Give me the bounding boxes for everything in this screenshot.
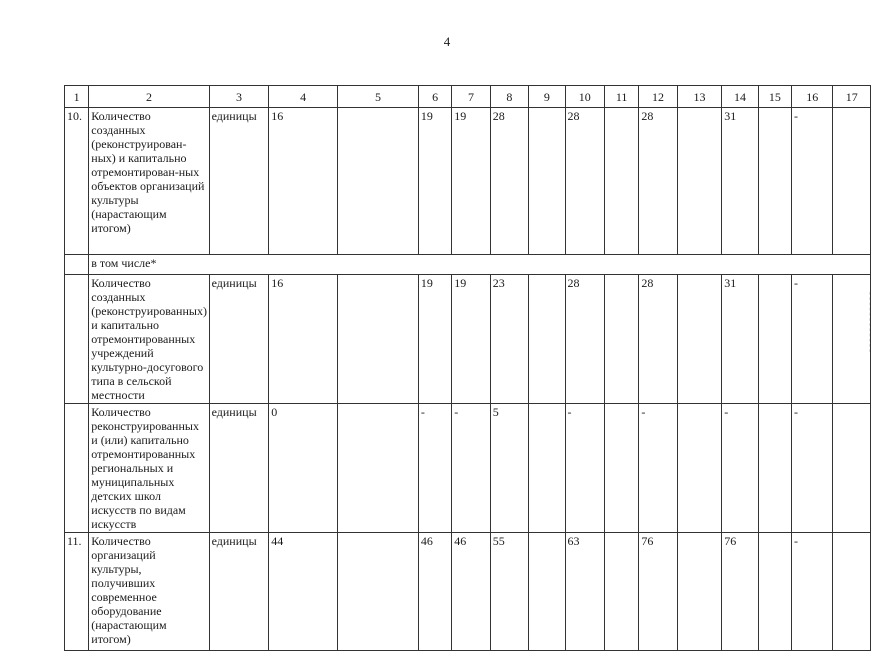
row-number: 11. [65,533,89,651]
value-cell: - [792,404,833,533]
value-cell: 55 [490,533,528,651]
value-cell: 28 [490,108,528,255]
unit-cell: единицы [209,404,269,533]
indicator-name: Количество реконструированных и (или) капитально отремонтированных региональных и муниципальных детских школ искусств по видам искусств [89,404,209,533]
value-cell [677,533,721,651]
indicator-table [64,85,871,651]
empty-cell [65,275,89,404]
header-cell: 15 [758,86,791,108]
value-cell [677,108,721,255]
indicator-name: Количество созданных (реконструированных) и капитально отремонтированных учреждений культурно-досугового типа в сельской местности [89,275,209,404]
value-cell [758,533,791,651]
value-cell: - [565,404,604,533]
value-cell [338,404,419,533]
value-cell [833,533,871,651]
header-cell: 2 [89,86,209,108]
value-cell [604,404,638,533]
scan-artifact [869,292,884,352]
table-row [65,275,871,404]
value-cell [677,404,721,533]
value-cell: 46 [418,533,451,651]
value-cell: 19 [418,108,451,255]
header-row [65,86,871,108]
value-cell: - [418,404,451,533]
value-cell: 28 [565,108,604,255]
value-cell [677,275,721,404]
value-cell: - [639,404,677,533]
value-cell [529,275,565,404]
header-cell: 3 [209,86,269,108]
header-cell: 8 [490,86,528,108]
value-cell: 19 [452,108,490,255]
value-cell [604,533,638,651]
table-row [65,533,871,651]
value-cell: 16 [269,108,338,255]
unit-cell: единицы [209,108,269,255]
value-cell [529,533,565,651]
value-cell [833,108,871,255]
value-cell [758,404,791,533]
value-cell [604,108,638,255]
value-cell [338,533,419,651]
unit-cell: единицы [209,275,269,404]
header-cell: 11 [604,86,638,108]
value-cell [604,275,638,404]
table-row [65,255,871,275]
empty-cell [65,255,89,275]
value-cell: 76 [639,533,677,651]
value-cell: 23 [490,275,528,404]
header-cell: 12 [639,86,677,108]
header-cell: 1 [65,86,89,108]
header-cell: 4 [269,86,338,108]
value-cell: 28 [565,275,604,404]
value-cell: - [792,533,833,651]
header-cell: 5 [338,86,419,108]
value-cell [833,404,871,533]
unit-cell: единицы [209,533,269,651]
value-cell: 19 [452,275,490,404]
value-cell: 76 [722,533,758,651]
value-cell: 31 [722,275,758,404]
empty-cell [65,404,89,533]
row-number: 10. [65,108,89,255]
value-cell: - [722,404,758,533]
value-cell: 0 [269,404,338,533]
subheading: в том числе* [89,255,871,275]
value-cell [758,275,791,404]
header-cell: 16 [792,86,833,108]
value-cell [833,275,871,404]
value-cell: 44 [269,533,338,651]
indicator-name: Количество созданных (реконструирован-ных) и капитально отремонтирован-ных объектов организаций культуры (нарастающим итогом) [89,108,209,255]
value-cell: 46 [452,533,490,651]
indicator-name: Количество организаций культуры, получивших современное оборудование (нарастающим итогом) [89,533,209,651]
value-cell [758,108,791,255]
value-cell: - [792,275,833,404]
header-cell: 6 [418,86,451,108]
value-cell: 63 [565,533,604,651]
table-row [65,108,871,255]
table-row [65,404,871,533]
value-cell: - [452,404,490,533]
page-number: 4 [443,34,451,49]
value-cell [338,108,419,255]
value-cell: - [792,108,833,255]
value-cell: 19 [418,275,451,404]
header-cell: 10 [565,86,604,108]
header-cell: 13 [677,86,721,108]
header-cell: 14 [722,86,758,108]
value-cell: 31 [722,108,758,255]
value-cell: 28 [639,108,677,255]
value-cell: 5 [490,404,528,533]
header-cell: 7 [452,86,490,108]
value-cell [338,275,419,404]
header-cell: 17 [833,86,871,108]
value-cell [529,108,565,255]
value-cell: 16 [269,275,338,404]
value-cell: 28 [639,275,677,404]
value-cell [529,404,565,533]
header-cell: 9 [529,86,565,108]
